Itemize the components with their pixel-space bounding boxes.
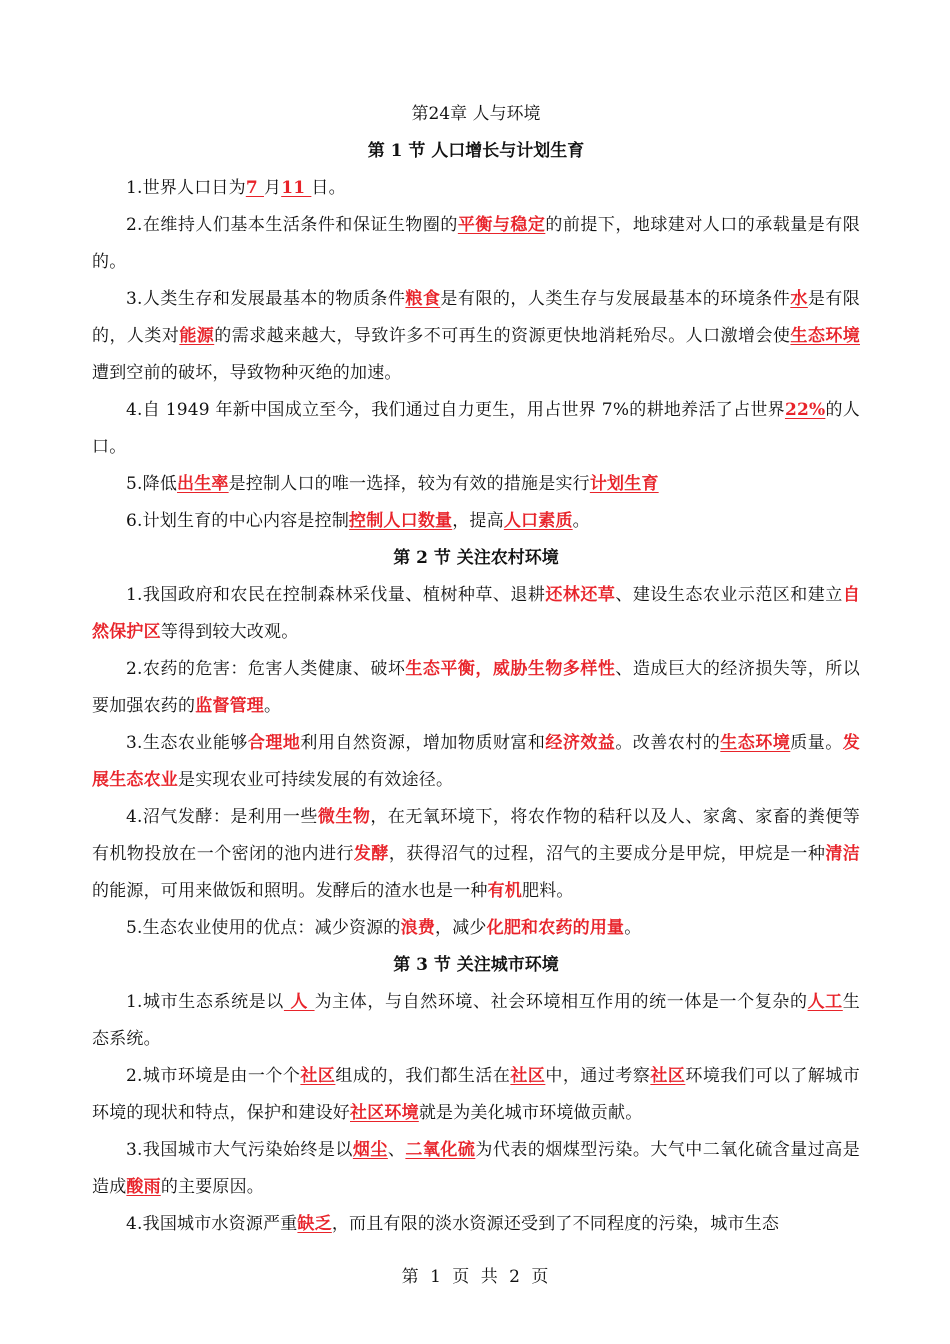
text-run: 是实现农业可持续发展的有效途径。	[178, 770, 454, 790]
text-run: 肥料。	[522, 881, 574, 901]
text-run: 2.农药的危害：危害人类健康、破坏	[126, 659, 406, 679]
answer-keyword: 水	[790, 289, 808, 309]
answer-keyword: 人	[283, 992, 315, 1012]
text-run: 4.我国城市水资源严重	[126, 1214, 298, 1234]
paragraph	[92, 170, 860, 207]
text-run: 等得到较大改观。	[160, 622, 299, 642]
answer-keyword: 控制人口数量	[349, 511, 453, 531]
text-run: 。	[624, 918, 642, 938]
text-run: 的前提下，地球建对人口的承载量是有限的。	[92, 215, 860, 272]
text-run: 环境我们可以了解城市环境的现状和特点，保护和建设好	[92, 1066, 861, 1123]
answer-keyword: 烟尘	[352, 1140, 388, 1160]
text-run: 、建设生态农业示范区和建立	[615, 585, 843, 605]
text-run: 的能源，可用来做饭和照明。发酵后的渣水也是一种	[92, 881, 488, 901]
paragraph	[92, 651, 860, 725]
answer-keyword: 粮食	[405, 289, 441, 309]
text-run: 是有限的，人类对	[92, 289, 861, 346]
paragraph	[92, 1206, 860, 1243]
answer-keyword: 社区环境	[350, 1103, 419, 1123]
text-run: 质量。	[790, 733, 843, 753]
paragraph	[92, 1132, 860, 1206]
text-run: 4.自 1949 年新中国成立至今，我们通过自力更生，用占世界 7%的耕地养活了占世界	[126, 400, 785, 420]
emphasis-keyword: 有机	[487, 881, 523, 901]
text-run: 、	[387, 1140, 406, 1160]
text-run: 生态系统。	[92, 992, 860, 1049]
text-run: 2.在维持人们基本生活条件和保证生物圈的	[126, 215, 458, 235]
paragraph	[92, 392, 860, 466]
text-run: 5.降低	[126, 474, 178, 494]
text-run: 。	[264, 696, 282, 716]
section-1	[92, 133, 860, 540]
paragraph	[92, 281, 860, 392]
answer-keyword: 7	[245, 178, 264, 198]
emphasis-keyword: 自然保护区	[92, 585, 861, 642]
text-run: ，减少	[435, 918, 487, 938]
text-run: 6.计划生育的中心内容是控制	[126, 511, 350, 531]
text-run: 中，通过考察	[545, 1066, 651, 1086]
text-run: ，在无氧环境下，将农作物的秸秆以及人、家禽、家畜的粪便等有机物投放在一个密闭的池内进行	[92, 807, 860, 864]
answer-keyword: 11	[281, 178, 312, 198]
paragraph	[92, 725, 860, 799]
emphasis-keyword: 生态平衡，威胁生物多样性	[405, 659, 616, 679]
paragraph	[92, 577, 860, 651]
section-title: 第 3 节 关注城市环境	[393, 955, 559, 975]
section-2	[92, 540, 860, 947]
text-run: 组成的，我们都生活在	[335, 1066, 511, 1086]
text-run: 遭到空前的破坏，导致物种灭绝的加速。	[92, 363, 402, 383]
text-run: 1.城市生态系统是以	[126, 992, 284, 1012]
text-run: 1.世界人口日为	[126, 178, 246, 198]
text-run: 是有限的，人类生存与发展最基本的环境条件	[440, 289, 791, 309]
paragraph	[92, 984, 860, 1058]
text-run: 为主体，与自然环境、社会环境相互作用的统一体是一个复杂的	[314, 992, 808, 1012]
text-run: ，提高	[452, 511, 504, 531]
emphasis-keyword: 合理地	[247, 733, 301, 753]
emphasis-keyword: 浪费	[400, 918, 436, 938]
paragraph	[92, 1058, 860, 1132]
answer-keyword: 二氧化硫	[405, 1140, 476, 1160]
text-run: 。改善农村的	[615, 733, 721, 753]
paragraph	[92, 910, 860, 947]
text-run: ，获得沼气的过程，沼气的主要成分是甲烷，甲烷是一种	[388, 844, 826, 864]
text-run: 。	[572, 511, 590, 531]
emphasis-keyword: 清洁	[825, 844, 861, 864]
text-run: 3.生态农业能够	[126, 733, 248, 753]
answer-keyword: 酸雨	[126, 1177, 161, 1197]
text-run: 月	[263, 178, 282, 198]
text-run: 就是为美化城市环境做贡献。	[418, 1103, 643, 1123]
text-run: 1.我国政府和农民在控制森林采伐量、植树种草、退耕	[126, 585, 546, 605]
emphasis-keyword: 经济效益	[545, 733, 616, 753]
section-3	[92, 947, 860, 1243]
text-run: 的主要原因。	[160, 1177, 265, 1197]
section-title: 第 1 节 人口增长与计划生育	[367, 141, 585, 161]
answer-keyword: 生态环境	[720, 733, 791, 753]
text-run: 为代表的烟煤型污染。大气中二氧化硫含量过高是造成	[92, 1140, 860, 1197]
text-run: 利用自然资源，增加物质财富和	[300, 733, 546, 753]
answer-keyword: 社区	[650, 1066, 686, 1086]
emphasis-keyword: 微生物	[317, 807, 371, 827]
page-footer: 第 1 页 共 2 页	[401, 1267, 549, 1287]
text-run: ，而且有限的淡水资源还受到了不同程度的污染，城市生态	[331, 1214, 780, 1234]
answer-keyword: 人工	[807, 992, 843, 1012]
answer-keyword: 平衡与稳定	[457, 215, 546, 235]
text-run: 3.我国城市大气污染始终是以	[126, 1140, 353, 1160]
answer-keyword: 生态环境	[790, 326, 860, 346]
text-run: 的人口。	[92, 400, 860, 457]
text-run: 2.城市环境是由一个个	[126, 1066, 301, 1086]
emphasis-keyword: 发酵	[353, 844, 389, 864]
answer-keyword: 计划生育	[589, 474, 659, 494]
emphasis-keyword: 还林还草	[545, 585, 616, 605]
emphasis-keyword: 发展生态农业	[92, 733, 860, 790]
text-run: 是控制人口的唯一选择，较为有效的措施是实行	[228, 474, 590, 494]
answer-keyword: 缺乏	[297, 1214, 332, 1234]
section-title: 第 2 节 关注农村环境	[393, 548, 559, 568]
text-run: 、造成巨大的经济损失等，所以要加强农药的	[92, 659, 860, 716]
answer-keyword: 社区	[300, 1066, 336, 1086]
text-run: 3.人类生存和发展最基本的物质条件	[126, 289, 406, 309]
paragraph	[92, 503, 860, 540]
answer-keyword: 社区	[510, 1066, 546, 1086]
text-run: 4.沼气发酵：是利用一些	[126, 807, 318, 827]
document-page	[92, 96, 860, 1243]
text-run: 的需求越来越大，导致许多不可再生的资源更快地消耗殆尽。人口激增会使	[214, 326, 791, 346]
answer-keyword: 出生率	[177, 474, 229, 494]
emphasis-keyword: 监督管理	[195, 696, 265, 716]
answer-keyword: 能源	[179, 326, 215, 346]
text-run: 5.生态农业使用的优点：减少资源的	[126, 918, 401, 938]
paragraph	[92, 466, 860, 503]
text-run: 日。	[311, 178, 346, 198]
answer-keyword: 22%	[784, 400, 826, 420]
answer-keyword: 人口素质	[503, 511, 573, 531]
paragraph	[92, 207, 860, 281]
chapter-title: 第24章 人与环境	[411, 104, 541, 124]
paragraph	[92, 799, 860, 910]
emphasis-keyword: 化肥和农药的用量	[486, 918, 625, 938]
